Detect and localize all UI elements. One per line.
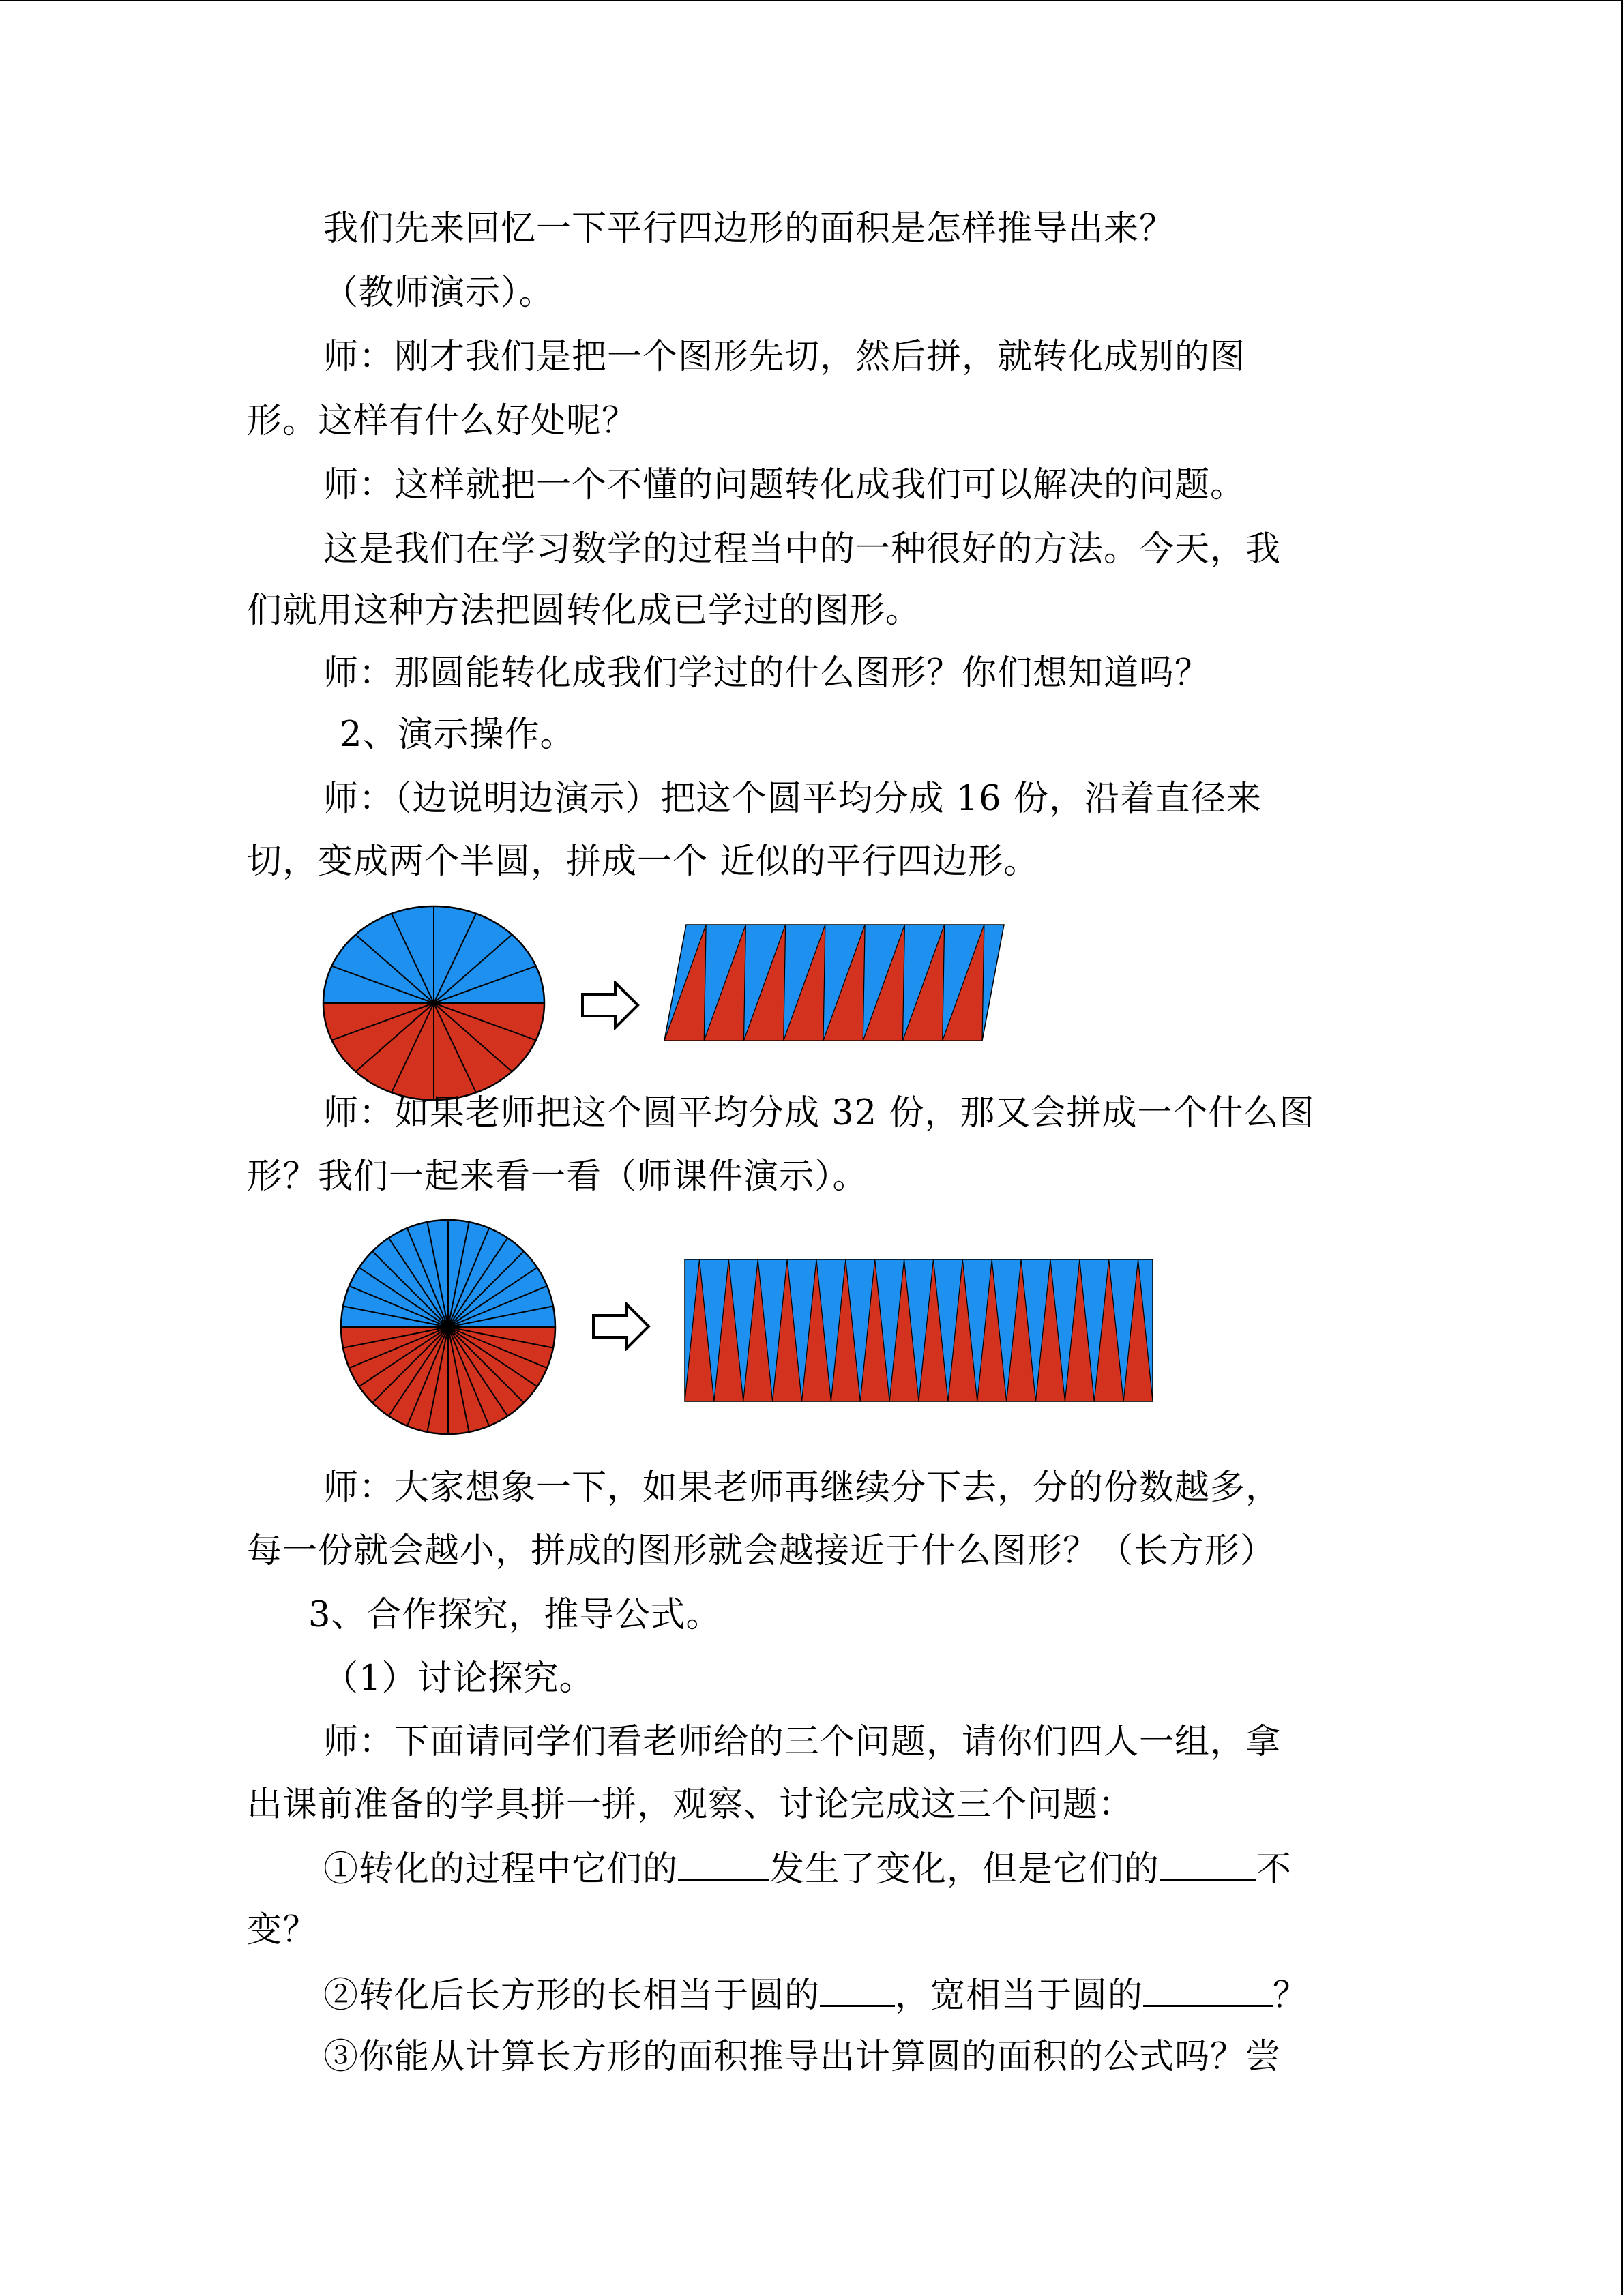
paragraph-13a: 师：下面请同学们看老师给的三个问题，请你们四人一组，拿 bbox=[323, 1722, 1282, 1762]
question-1-continued: 变？ bbox=[247, 1910, 319, 1950]
paragraph-6: 师：那圆能转化成我们学过的什么图形？你们想知道吗？ bbox=[323, 653, 1211, 694]
paragraph-12: （1）讨论探究。 bbox=[323, 1658, 595, 1699]
question-2-part-2: ，宽相当于圆的 bbox=[895, 1976, 1144, 2016]
answer-blank-1[interactable] bbox=[678, 1847, 769, 1881]
question-2 bbox=[323, 1973, 1308, 2016]
figure-rectangle-32 bbox=[682, 1257, 1156, 1405]
paragraph-5a: 这是我们在学习数学的过程当中的一种很好的方法。今天，我 bbox=[323, 529, 1282, 569]
paragraph-9b: 形？我们一起来看一看（师课件演示）。 bbox=[247, 1157, 868, 1197]
paragraph-10a: 师：大家想象一下，如果老师再继续分下去，分的份数越多， bbox=[323, 1467, 1282, 1508]
paragraph-4: 师：这样就把一个不懂的问题转化成我们可以解决的问题。 bbox=[323, 465, 1246, 505]
paragraph-9a: 师：如果老师把这个圆平均分成 32 份，那又会拼成一个什么图 bbox=[323, 1093, 1315, 1133]
paragraph-3a: 师：刚才我们是把一个图形先切，然后拼，就转化成别的图 bbox=[323, 337, 1246, 377]
figure-circle-16 bbox=[321, 904, 549, 1105]
figure-parallelogram-16 bbox=[660, 921, 1008, 1047]
paragraph-10b: 每一份就会越小，拼成的图形就会越接近于什么图形？（长方形） bbox=[247, 1531, 1276, 1571]
paragraph-13b: 出课前准备的学具拼一拼，观察、讨论完成这三个问题： bbox=[247, 1785, 1134, 1825]
paragraph-3b: 形。这样有什么好处呢？ bbox=[247, 401, 638, 441]
question-3: ③你能从计算长方形的面积推导出计算圆的面积的公式吗？尝 bbox=[323, 2037, 1282, 2077]
question-2-part-3: ？ bbox=[1273, 1976, 1309, 2016]
paragraph-11: 3、合作探究，推导公式。 bbox=[308, 1595, 722, 1635]
paragraph-1: 我们先来回忆一下平行四边形的面积是怎样推导出来？ bbox=[323, 209, 1175, 249]
arrow-right-icon bbox=[581, 981, 640, 1030]
paragraph-7: 2、演示操作。 bbox=[340, 715, 576, 755]
arrow-right-icon bbox=[592, 1302, 651, 1351]
paragraph-8a: 师：（边说明边演示）把这个圆平均分成 16 份，沿着直径来 bbox=[323, 779, 1262, 819]
question-1-part-1: ①转化的过程中它们的 bbox=[323, 1849, 679, 1890]
paragraph-8b: 切，变成两个半圆，拼成一个 近似的平行四边形。 bbox=[247, 841, 1039, 882]
paragraph-2: （教师演示）。 bbox=[323, 273, 555, 313]
question-2-part-1: ②转化后长方形的长相当于圆的 bbox=[323, 1976, 821, 2016]
question-1-part-2: 发生了变化，但是它们的 bbox=[769, 1849, 1160, 1890]
question-1-part-3: 不 bbox=[1256, 1849, 1293, 1890]
answer-blank-2[interactable] bbox=[1160, 1847, 1256, 1881]
question-1 bbox=[323, 1847, 1292, 1890]
answer-blank-3[interactable] bbox=[820, 1973, 895, 2007]
paragraph-5b: 们就用这种方法把圆转化成已学过的图形。 bbox=[247, 591, 921, 631]
answer-blank-4[interactable] bbox=[1143, 1973, 1273, 2007]
figure-circle-32 bbox=[338, 1217, 558, 1437]
